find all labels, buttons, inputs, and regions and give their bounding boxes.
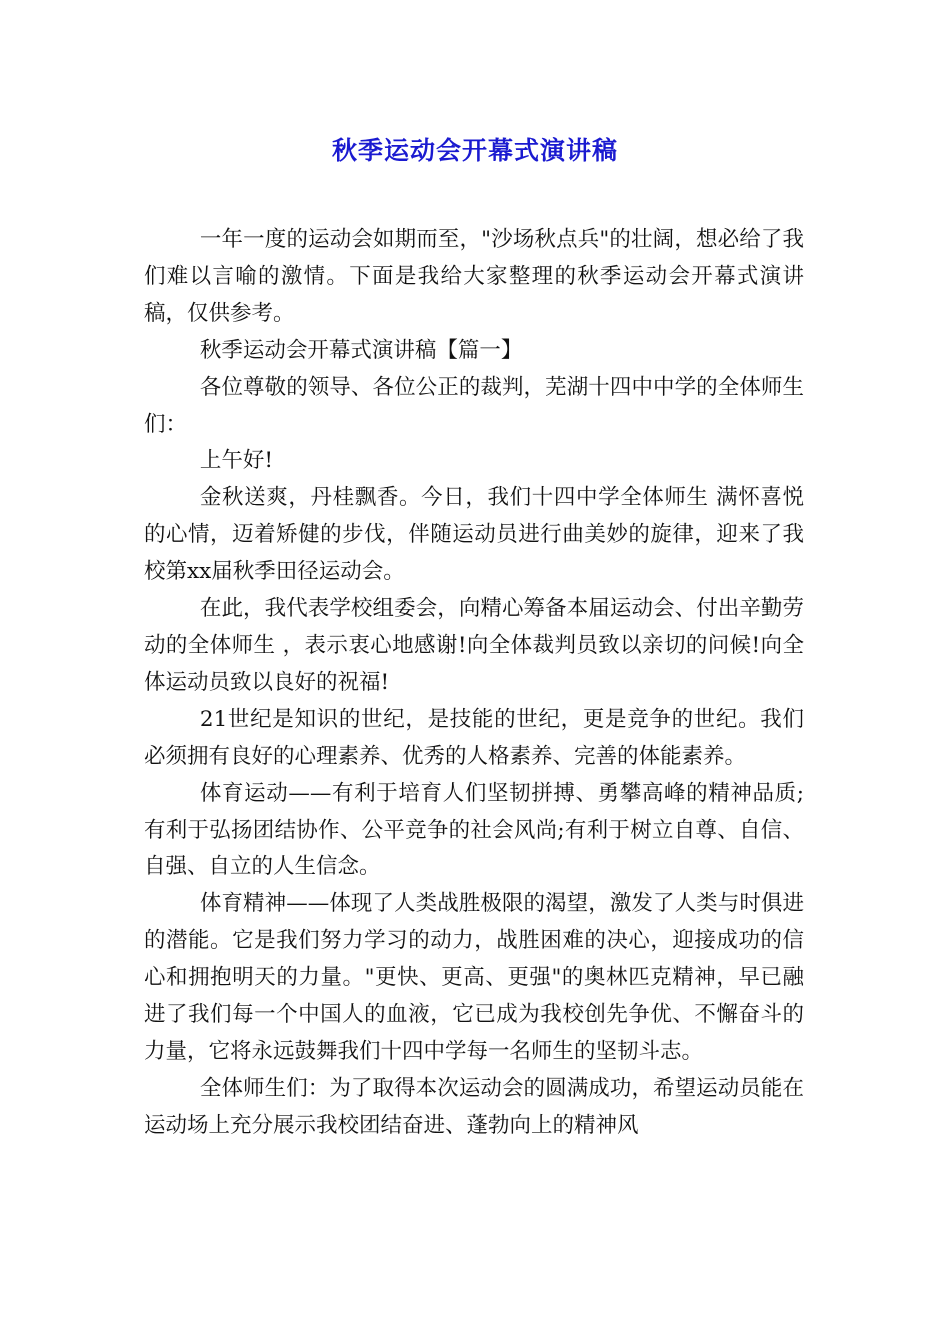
- paragraph-sports: 体育运动——有利于培育人们坚韧拼搏、勇攀高峰的精神品质;有利于弘扬团结协作、公平竞争的社会风尚;有利于树立自尊、自信、自强、自立的人生信念。: [144, 780, 804, 880]
- paragraph-intro: 一年一度的运动会如期而至，"沙场秋点兵"的壮阔，想必给了我们难以言喻的激情。下面是我给大家整理的秋季运动会开幕式演讲稿，仅供参考。: [144, 227, 804, 326]
- paragraph-opening: 金秋送爽，丹桂飘香。今日，我们十四中学全体师生 满怀喜悦的心情，迈着矫健的步伐，伴随运动员进行曲美妙的旋律，迎来了我校第xx届秋季田径运动会。: [144, 485, 804, 585]
- paragraph-closing: 全体师生们：为了取得本次运动会的圆满成功，希望运动员能在运动场上充分展示我校团结奋进、蓬勃向上的精神风: [144, 1075, 804, 1138]
- paragraph-greeting: 上午好!: [199, 448, 274, 474]
- paragraph-thanks: 在此，我代表学校组委会，向精心筹备本届运动会、付出辛勤劳动的全体师生 ，表示衷心地感谢!向全体裁判员致以亲切的问候!向全体运动员致以良好的祝福!: [144, 596, 804, 695]
- paragraph-spirit: 体育精神——体现了人类战胜极限的渴望，激发了人类与时俱进的潜能。它是我们努力学习的动力，战胜困难的决心，迎接成功的信心和拥抱明天的力量。"更快、更高、更强"的奥林匹克精神，早已融进了我们每一个中国人的血液，它已成为我校创先争优、不懈奋斗的力量，它将永远鼓舞我们十四中学每一名师生的坚韧斗志。: [144, 891, 804, 1064]
- document-body: [144, 222, 804, 1145]
- paragraph-section-heading: 秋季运动会开幕式演讲稿【篇一】: [199, 337, 523, 363]
- paragraph-salutation: 各位尊敬的领导、各位公正的裁判，芜湖十四中中学的全体师生们：: [144, 374, 804, 437]
- paragraph-century: 21世纪是知识的世纪，是技能的世纪，更是竞争的世纪。我们必须拥有良好的心理素养、优秀的人格素养、完善的体能素养。: [144, 706, 804, 769]
- document-title: 秋季运动会开幕式演讲稿: [331, 136, 618, 165]
